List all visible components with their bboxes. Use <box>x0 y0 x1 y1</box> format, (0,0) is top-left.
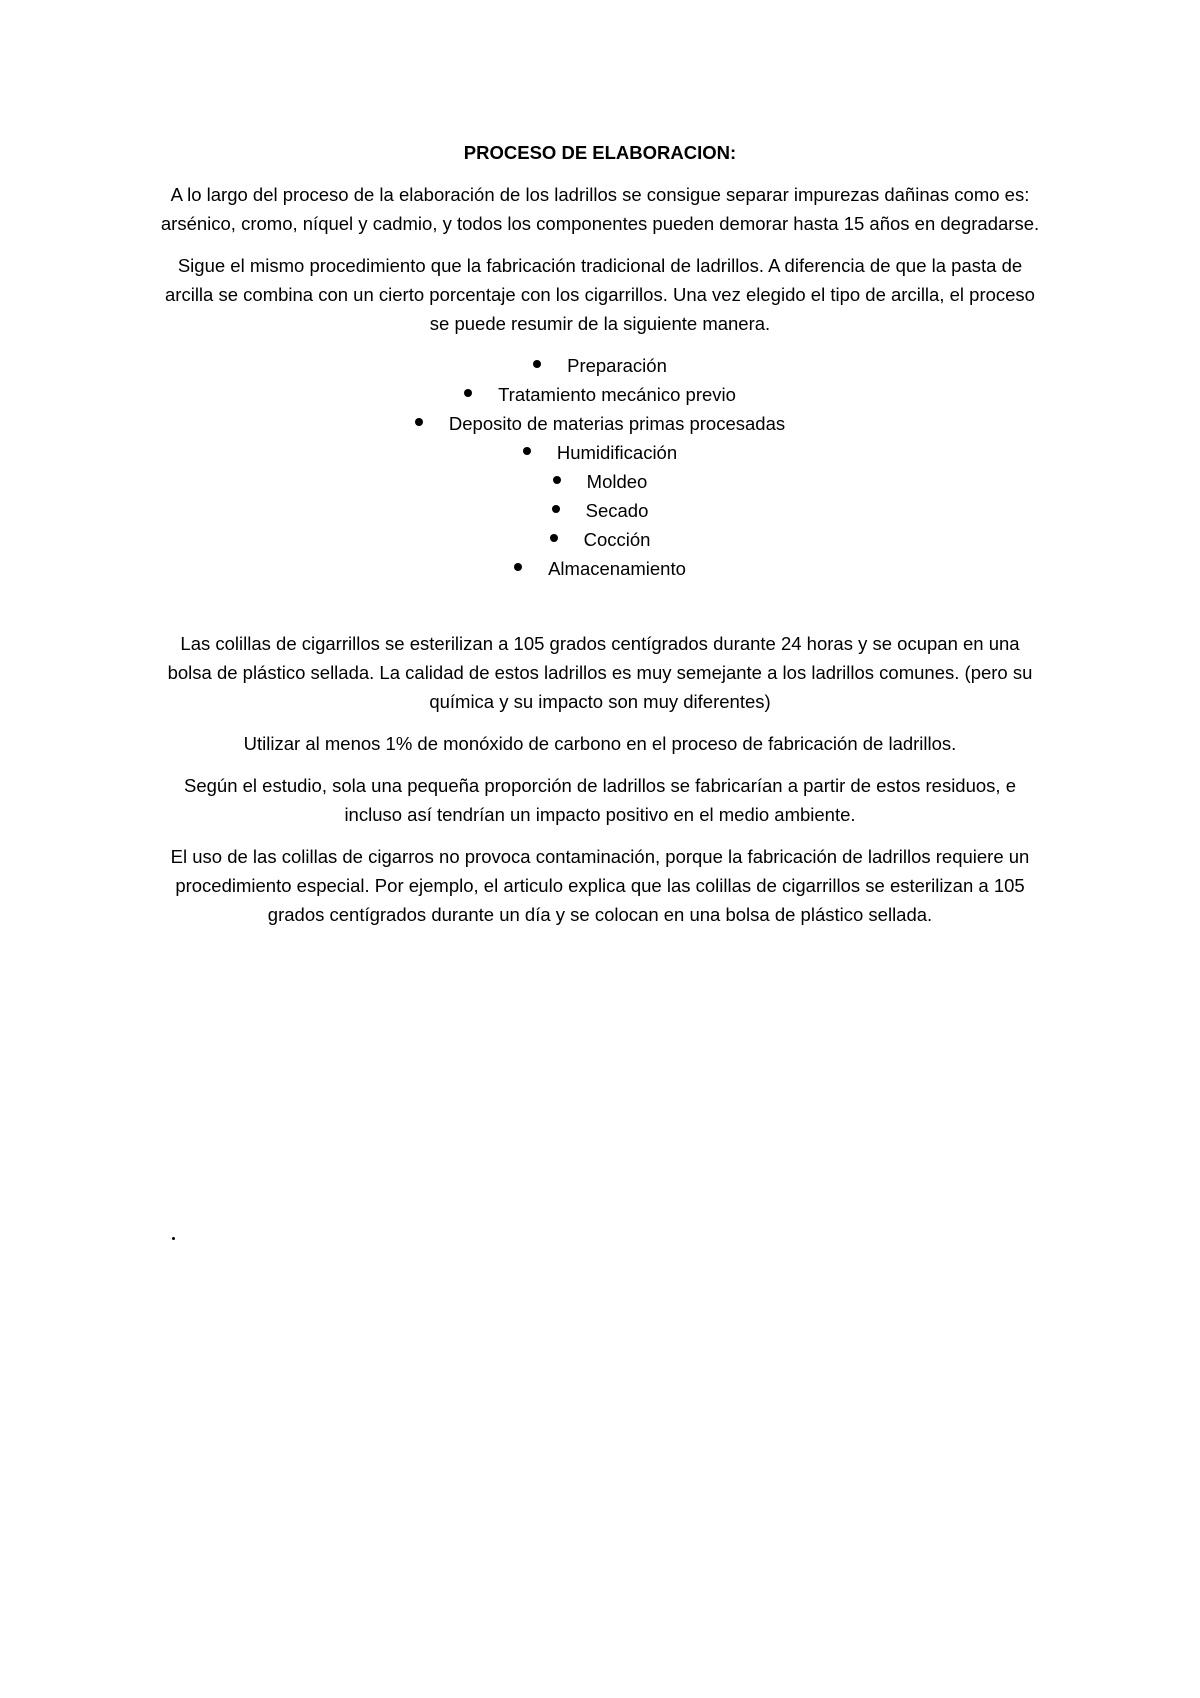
spacer <box>160 583 1040 629</box>
list-item <box>160 554 1040 583</box>
bullet-icon <box>523 447 531 455</box>
bullet-icon <box>553 476 561 484</box>
list-item <box>160 496 1040 525</box>
document-title: PROCESO DE ELABORACION: <box>463 142 737 163</box>
bullet-icon <box>514 563 522 571</box>
bullet-icon <box>533 360 541 368</box>
list-item <box>160 409 1040 438</box>
list-item <box>160 380 1040 409</box>
step-label: Tratamiento mecánico previo <box>498 384 736 405</box>
bullet-icon <box>552 505 560 513</box>
list-item <box>160 467 1040 496</box>
intro-paragraph-2: Sigue el mismo procedimiento que la fabricación tradicional de ladrillos. A diferencia de que la pasta de arcilla se combina con un cierto porcentaje con los cigarrillos. Una vez elegido el tipo de arcilla, el proceso se puede resumir de la siguiente manera. <box>165 255 1035 334</box>
list-item <box>160 438 1040 467</box>
body-paragraph-3: Según el estudio, sola una pequeña proporción de ladrillos se fabricarían a partir de estos residuos, e incluso así tendrían un impacto positivo en el medio ambiente. <box>184 775 1016 825</box>
body-paragraph-2: Utilizar al menos 1% de monóxido de carbono en el proceso de fabricación de ladrillos. <box>243 733 957 754</box>
process-steps-list <box>160 351 1040 583</box>
document-body <box>160 138 1040 942</box>
step-label: Moldeo <box>586 471 648 492</box>
bullet-icon <box>550 534 558 542</box>
bullet-icon <box>415 418 423 426</box>
step-label: Humidificación <box>556 442 678 463</box>
stray-period-mark <box>172 1237 175 1240</box>
step-label: Preparación <box>567 355 667 376</box>
body-paragraph-4: El uso de las colillas de cigarros no provoca contaminación, porque la fabricación de ladrillos requiere un procedimiento especial. Por ejemplo, el articulo explica que las colillas de cigarrillos se esterilizan a 105 grados centígrados durante un día y se colocan en una bolsa de plástico sellada. <box>170 846 1030 925</box>
step-label: Deposito de materias primas procesadas <box>448 413 786 434</box>
list-item <box>160 525 1040 554</box>
step-label: Secado <box>585 500 649 521</box>
bullet-icon <box>464 389 472 397</box>
step-label: Cocción <box>583 529 651 550</box>
body-paragraph-1: Las colillas de cigarrillos se esterilizan a 105 grados centígrados durante 24 horas y se ocupan en una bolsa de plástico sellada. La calidad de estos ladrillos es muy semejante a los ladrillos comunes. (pero su química y su impacto son muy diferentes) <box>167 633 1033 712</box>
step-label: Almacenamiento <box>548 558 686 579</box>
list-item <box>160 351 1040 380</box>
intro-paragraph-1: A lo largo del proceso de la elaboración de los ladrillos se consigue separar impurezas dañinas como es: arsénico, cromo, níquel y cadmio, y todos los componentes pueden demorar hasta 15 años en degradarse. <box>160 184 1040 234</box>
